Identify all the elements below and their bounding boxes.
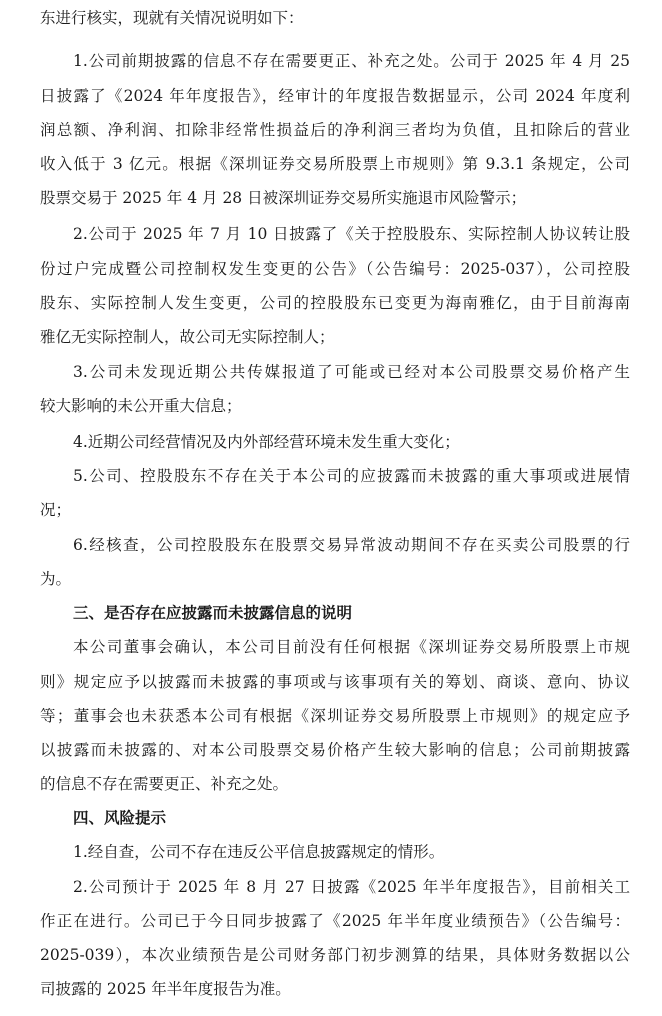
paragraph-line: 份过户完成暨公司控制权发生变更的公告》（公告编号：2025-037），公司控股 — [40, 260, 630, 278]
paragraph-line: 司披露的 2025 年半年度报告为准。 — [40, 980, 291, 998]
paragraph-line: 6.经核查，公司控股股东在股票交易异常波动期间不存在买卖公司股票的行 — [73, 536, 630, 554]
paragraph-line: 雅亿无实际控制人，故公司无实际控制人； — [40, 328, 335, 346]
section-heading: 三、是否存在应披露而未披露信息的说明 — [73, 603, 353, 622]
paragraph-line: 4.近期公司经营情况及内外部经营环境未发生重大变化； — [73, 433, 460, 451]
paragraph-line: 较大影响的未公开重大信息； — [40, 397, 242, 415]
paragraph-line: 的信息不存在需要更正、补充之处。 — [40, 775, 289, 793]
paragraph-line: 3.公司未发现近期公共传媒报道了可能或已经对本公司股票交易价格产生 — [73, 363, 630, 381]
paragraph-line: 况； — [40, 501, 72, 519]
paragraph-line: 日披露了《2024 年年度报告》，经审计的年度报告数据显示，公司 2024 年度利 — [40, 87, 630, 105]
paragraph-line: 润总额、净利润、扣除非经常性损益后的净利润三者均为负值，且扣除后的营业 — [40, 121, 630, 139]
paragraph-line: 为。 — [40, 570, 72, 588]
paragraph-line: 股票交易于 2025 年 4 月 28 日被深圳证券交易所实施退市风险警示； — [40, 189, 527, 207]
paragraph-line: 以披露而未披露的、对本公司股票交易价格产生较大影响的信息；公司前期披露 — [40, 741, 630, 759]
paragraph-line: 2025-039），本次业绩预告是公司财务部门初步测算的结果，具体财务数据以公 — [40, 946, 630, 964]
paragraph-line: 收入低于 3 亿元。根据《深圳证券交易所股票上市规则》第 9.3.1 条规定，公司 — [40, 155, 630, 173]
paragraph-line: 2.公司于 2025 年 7 月 10 日披露了《关于控股股东、实际控制人协议转让股 — [73, 225, 630, 243]
paragraph-line: 1.经自查，公司不存在违反公平信息披露规定的情形。 — [73, 843, 445, 861]
paragraph-line: 等；董事会也未获悉本公司有根据《深圳证券交易所股票上市规则》的规定应予 — [40, 707, 630, 725]
paragraph-line: 1.公司前期披露的信息不存在需要更正、补充之处。公司于 2025 年 4 月 25 — [73, 52, 630, 70]
paragraph-line: 股东、实际控制人发生变更，公司的控股股东已变更为海南雅亿，由于目前海南 — [40, 294, 630, 312]
paragraph-line: 5.公司、控股股东不存在关于本公司的应披露而未披露的重大事项或进展情 — [73, 467, 630, 485]
section-heading: 四、风险提示 — [73, 808, 167, 827]
paragraph-line: 作正在进行。公司已于今日同步披露了《2025 年半年度业绩预告》（公告编号： — [40, 912, 630, 930]
paragraph-line: 本公司董事会确认，本公司目前没有任何根据《深圳证券交易所股票上市规 — [73, 638, 630, 656]
paragraph-line: 2.公司预计于 2025 年 8 月 27 日披露《2025 年半年度报告》，目前相关工 — [73, 878, 630, 896]
paragraph-line: 则》规定应予以披露而未披露的事项或与该事项有关的筹划、商谈、意向、协议 — [40, 673, 630, 691]
intro-tail-text: 东进行核实，现就有关情况说明如下： — [40, 9, 304, 27]
